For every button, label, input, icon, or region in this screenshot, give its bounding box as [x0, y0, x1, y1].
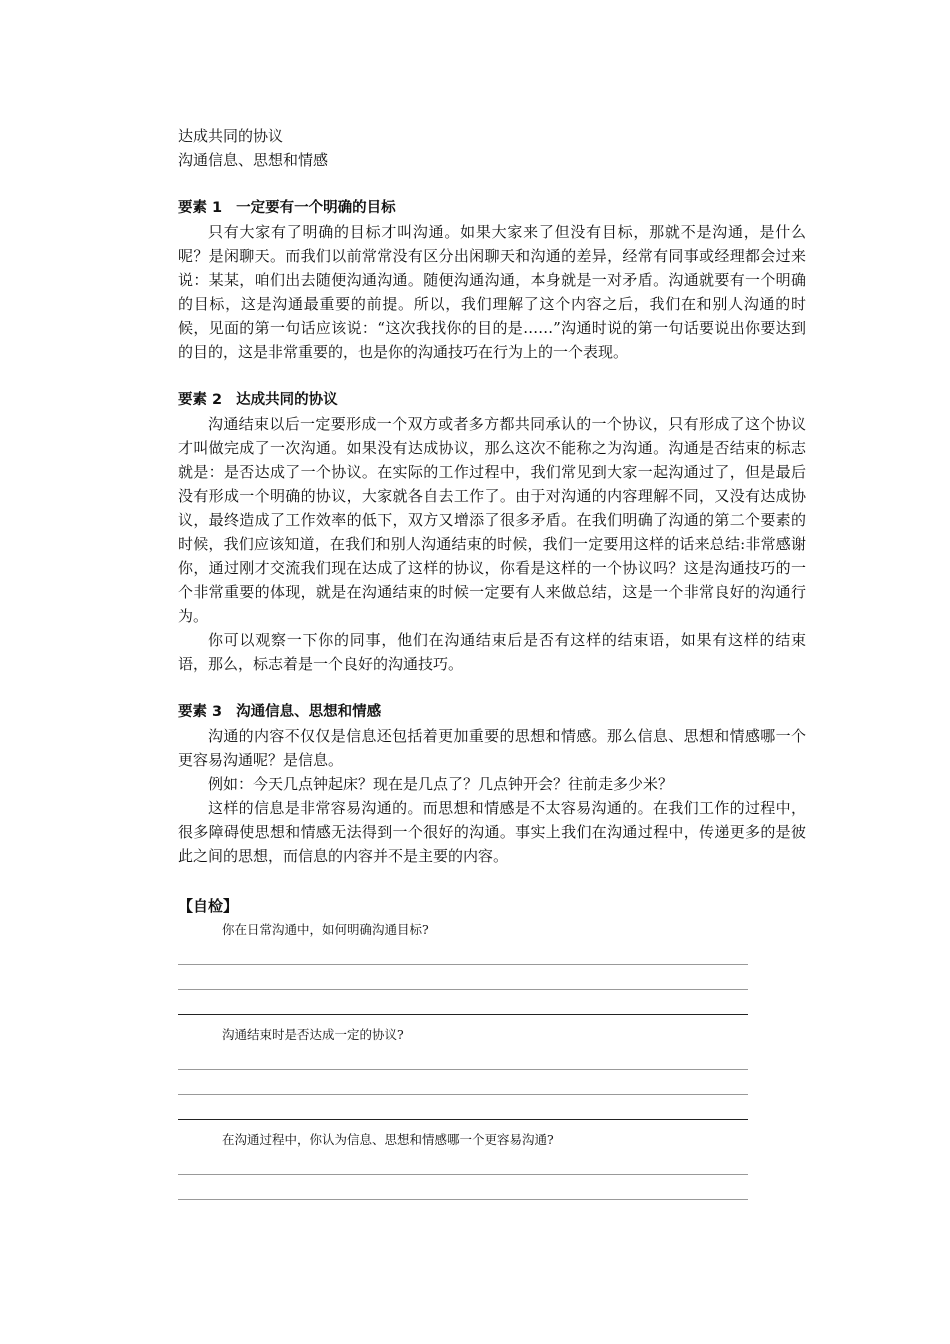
intro-line-1: 达成共同的协议 [178, 127, 284, 145]
selfcheck-question-block-2 [178, 1025, 806, 1120]
answer-line[interactable] [178, 1094, 748, 1095]
answer-line[interactable] [178, 989, 748, 990]
section-1-body [178, 220, 806, 364]
section-3-heading [178, 700, 806, 724]
section-1-title: 一定要有一个明确的目标 [236, 200, 396, 216]
section-3-title: 沟通信息、思想和情感 [236, 704, 382, 720]
section-3-number: 要素 3 [178, 704, 223, 720]
section-2-heading [178, 388, 806, 412]
selfcheck-title: 【自检】 [178, 897, 239, 915]
section-2-title: 达成共同的协议 [236, 392, 338, 408]
section-1-heading [178, 196, 806, 220]
selfcheck-question-1: 你在日常沟通中，如何明确沟通目标? [222, 922, 429, 937]
section-3-body [178, 724, 806, 868]
answer-line[interactable] [178, 1199, 748, 1200]
section-3-paragraph-3: 这样的信息是非常容易沟通的。而思想和情感是不太容易沟通的。在我们工作的过程中，很多障碍使思想和情感无法得到一个很好的沟通。事实上我们在沟通过程中，传递更多的是彼此之间的思想，而信息的内容并不是主要的内容。 [178, 799, 806, 865]
section-2-paragraph-2: 你可以观察一下你的同事，他们在沟通结束后是否有这样的结束语，如果有这样的结束语，那么，标志着是一个良好的沟通技巧。 [178, 631, 806, 673]
section-3-paragraph-2: 例如：今天几点钟起床？现在是几点了？几点钟开会？往前走多少米？ [208, 775, 674, 793]
document-page [178, 124, 806, 1200]
selfcheck-question-2: 沟通结束时是否达成一定的协议? [222, 1027, 404, 1042]
section-1-number: 要素 1 [178, 200, 223, 216]
answer-line[interactable] [178, 1119, 748, 1120]
selfcheck-question-block-1 [178, 920, 806, 1015]
section-2-number: 要素 2 [178, 392, 223, 408]
section-2-paragraph-1: 沟通结束以后一定要形成一个双方或者多方都共同承认的一个协议，只有形成了这个协议才叫做完成了一次沟通。如果没有达成协议，那么这次不能称之为沟通。沟通是否结束的标志就是：是否达成了一个协议。在实际的工作过程中，我们常见到大家一起沟通过了，但是最后没有形成一个明确的协议，大家就各自去工作了。由于对沟通的内容理解不同，又没有达成协议，最终造成了工作效率的低下，双方又增添了很多矛盾。在我们明确了沟通的第二个要素的时候，我们应该知道，在我们和别人沟通结束的时候，我们一定要用这样的话来总结:非常感谢你，通过刚才交流我们现在达成了这样的协议，你看是这样的一个协议吗？这是沟通技巧的一个非常重要的体现，就是在沟通结束的时候一定要有人来做总结，这是一个非常良好的沟通行为。 [178, 415, 806, 625]
answer-line[interactable] [178, 1174, 748, 1175]
selfcheck-question-3: 在沟通过程中，你认为信息、思想和情感哪一个更容易沟通? [222, 1132, 554, 1147]
section-3-paragraph-1: 沟通的内容不仅仅是信息还包括着更加重要的思想和情感。那么信息、思想和情感哪一个更容易沟通呢？是信息。 [178, 727, 806, 769]
answer-line[interactable] [178, 1069, 748, 1070]
section-1-paragraph-1: 只有大家有了明确的目标才叫沟通。如果大家来了但没有目标，那就不是沟通，是什么呢？是闲聊天。而我们以前常常没有区分出闲聊天和沟通的差异，经常有同事或经理都会过来说：某某，咱们出去随便沟通沟通。随便沟通沟通，本身就是一对矛盾。沟通就要有一个明确的目标，这是沟通最重要的前提。所以，我们理解了这个内容之后，我们在和别人沟通的时候，见面的第一句话应该说：“这次我找你的目的是……”沟通时说的第一句话要说出你要达到的目的，这是非常重要的，也是你的沟通技巧在行为上的一个表现。 [178, 223, 806, 361]
answer-line[interactable] [178, 964, 748, 965]
selfcheck-question-block-3 [178, 1130, 806, 1200]
section-2-body [178, 412, 806, 676]
intro-line-2: 沟通信息、思想和情感 [178, 151, 329, 169]
answer-line[interactable] [178, 1014, 748, 1015]
